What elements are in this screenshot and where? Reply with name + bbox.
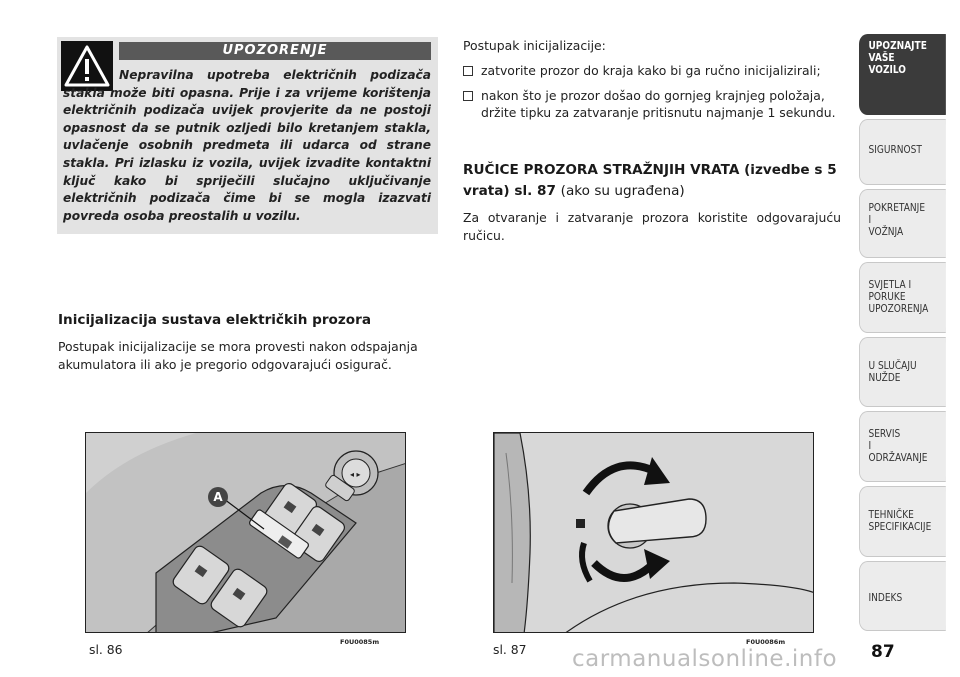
tab-indeks[interactable] xyxy=(859,561,946,631)
section-title: Inicijalizacija sustava električkih prozora xyxy=(58,312,372,328)
watermark: carmanualsonline.info xyxy=(572,646,838,672)
tab-label-line: VOZILO xyxy=(868,64,906,76)
rear-window-title-note: (ako su ugrađena) xyxy=(560,183,685,199)
rear-window-title xyxy=(463,160,843,202)
tab-pokretanje-i-voznja[interactable] xyxy=(859,189,946,258)
tab-label-line: TEHNIČKE xyxy=(868,509,914,521)
tab-svjetla-i-poruke-upozorenja[interactable] xyxy=(859,262,946,333)
figure-87-code: F0U0086m xyxy=(746,638,786,646)
tab-label-line: I xyxy=(868,214,872,226)
checkbox-bullet-icon xyxy=(463,66,473,76)
tab-label-line: UPOZORENJA xyxy=(868,303,929,315)
figure-86-window-switch-panel xyxy=(85,432,406,633)
tab-label-line: SPECIFIKACIJE xyxy=(868,521,932,533)
procedure-step-text: nakon što je prozor došao do gornjeg krajnjeg položaja, držite tipku za zatvaranje pritisnutu najmanje 1 sekundu. xyxy=(481,87,836,120)
procedure-intro: Postupak inicijalizacije: xyxy=(463,38,606,53)
tab-sigurnost[interactable] xyxy=(859,119,946,185)
tab-label-line: U SLUČAJU xyxy=(868,360,917,372)
warning-header: UPOZORENJE xyxy=(119,42,431,60)
tab-tehnicke-specifikacije[interactable] xyxy=(859,486,946,557)
tab-upoznajte-vase-vozilo[interactable] xyxy=(859,34,946,115)
rear-window-body: Za otvaranje i zatvaranje prozora koristite odgovarajuću ručicu. xyxy=(463,210,841,243)
page-number: 87 xyxy=(871,642,895,662)
figure-87-window-crank xyxy=(493,432,814,633)
rear-window-title-bold: RUČICE PROZORA STRAŽNJIH VRATA (izvedbe s 5 vrata) sl. 87 xyxy=(463,162,837,199)
tab-label-line: VAŠE xyxy=(868,52,895,64)
tab-u-slucaju-nuzde[interactable] xyxy=(859,337,946,407)
tab-label-line: PORUKE xyxy=(868,291,906,303)
tab-label-line: POKRETANJE xyxy=(868,202,926,214)
figure-87-caption: sl. 87 xyxy=(493,642,527,657)
warning-box xyxy=(57,37,438,234)
callout-a: A xyxy=(208,487,228,507)
tab-label-line: UPOZNAJTE xyxy=(868,40,927,52)
checkbox-bullet-icon xyxy=(463,91,473,101)
procedure-step xyxy=(463,62,841,80)
figure-86-code: F0U0085m xyxy=(340,638,380,646)
tab-label-line: ODRŽAVANJE xyxy=(868,452,928,464)
tab-label-line: INDEKS xyxy=(868,592,903,604)
tab-servis-i-odrzavanje[interactable] xyxy=(859,411,946,482)
procedure-step xyxy=(463,87,841,122)
procedure-step-text: zatvorite prozor do kraja kako bi ga ručno inicijalizirali; xyxy=(481,63,821,78)
tab-label-line: SERVIS xyxy=(868,428,901,440)
tab-label-line: NUŽDE xyxy=(868,372,901,384)
tab-label-line: SVJETLA I xyxy=(868,279,912,291)
tab-label-line: I xyxy=(868,440,872,452)
section-body: Postupak inicijalizacije se mora provesti nakon odspajanja akumulatora ili ako je pregorio odgovarajući osigurač. xyxy=(58,339,418,372)
warning-text: Nepravilna upotreba električnih podizača stakla može biti opasna. Prije i za vrijeme korištenja električnih podizača uvijek provjerite da ne postoji opasnost da se putnik ozljedi bilo kretanjem stakla, uvlačenje osobnih predmeta ili udarca od strane stakla. Pri izlasku iz vozila, uvijek izvadite kontaktni ključ kako bi spriječili slučajno uključivanje električnih podizača čime bi se mogla izazvati povreda osoba preostalih u vozilu. xyxy=(63,68,431,223)
procedure-steps xyxy=(463,62,841,129)
figure-86-caption: sl. 86 xyxy=(89,642,123,657)
tab-label-line: SIGURNOST xyxy=(868,144,922,156)
svg-text:◂ ▸: ◂ ▸ xyxy=(350,470,361,479)
tab-label-line: VOŽNJA xyxy=(868,226,904,238)
